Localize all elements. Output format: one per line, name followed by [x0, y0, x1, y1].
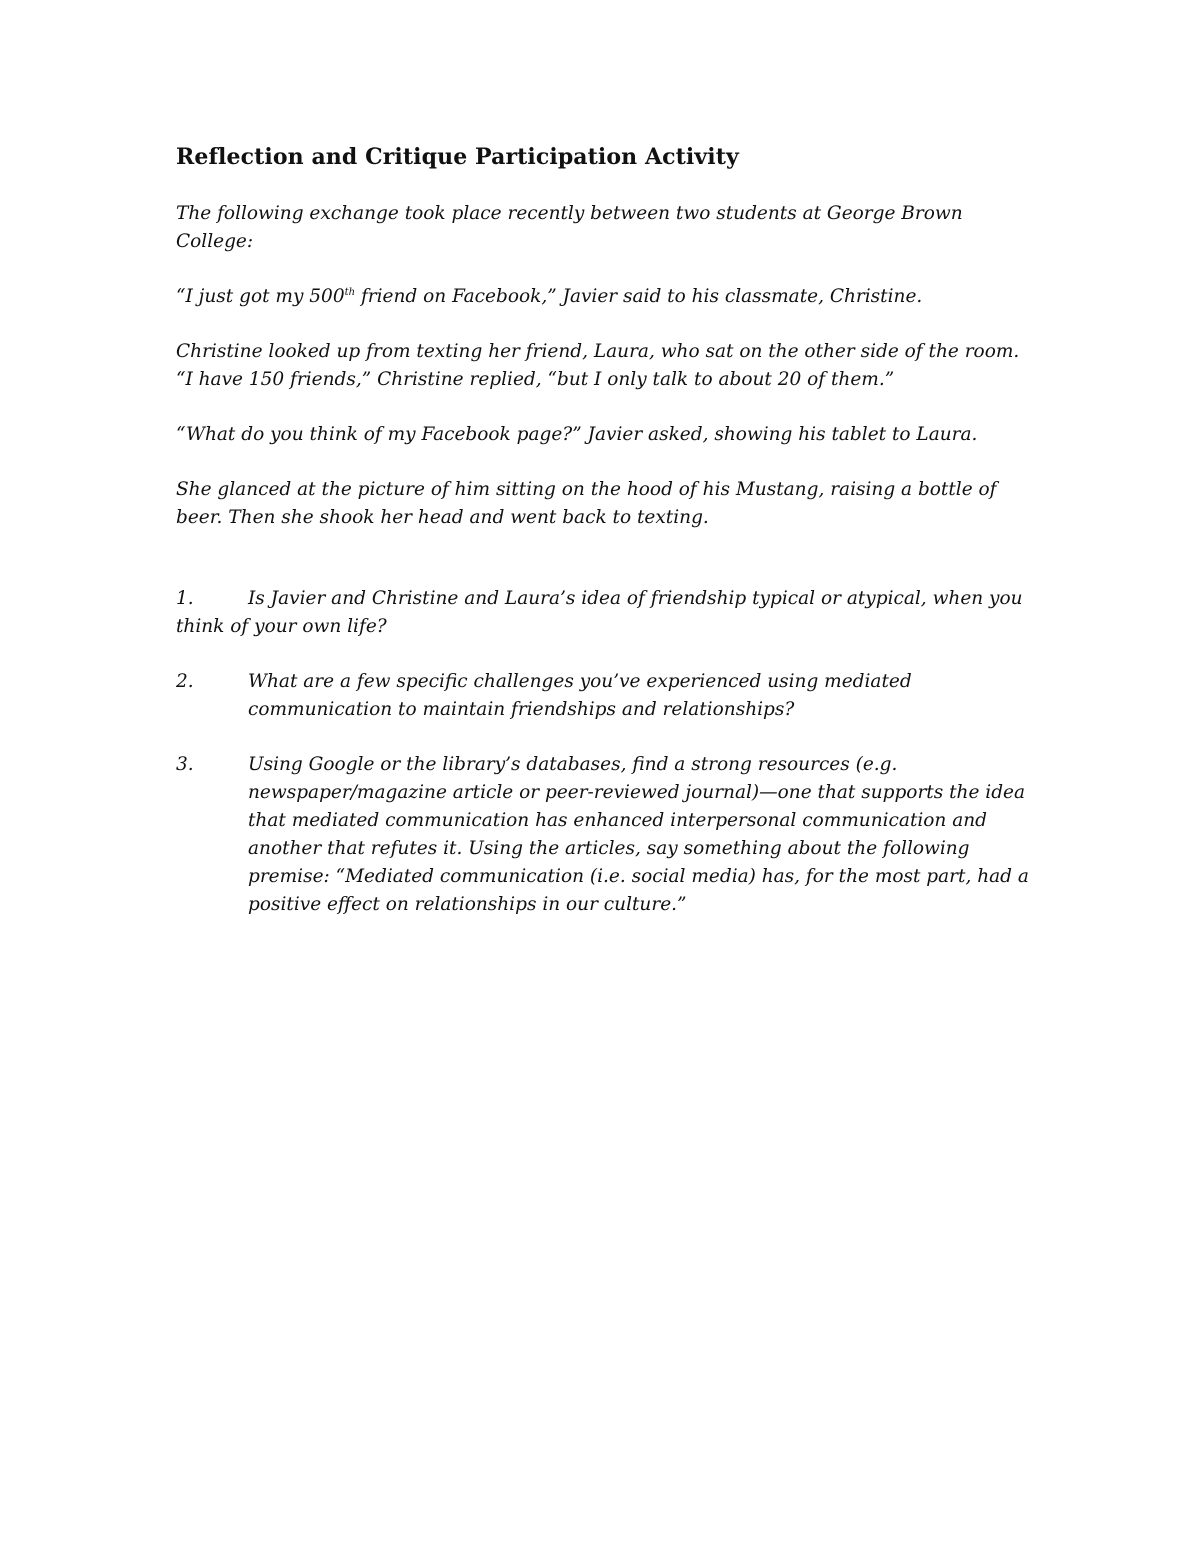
- question-number: 3.: [176, 754, 194, 775]
- javier-question-paragraph: “What do you think of my Facebook page?” Javier asked, showing his tablet to Laura.: [176, 424, 978, 445]
- question-item-3: [176, 751, 1036, 919]
- question-number: 2.: [176, 671, 194, 692]
- question-text: Using Google or the library’s databases, find a strong resources (e.g. newspaper/magazine article or peer-reviewed journal)—one that supports the idea that mediated communication has enhanced interpersonal communication and another that refutes it. Using the articles, say something about the following premise: “Mediated communication (i.e. social media) has, for the most part, had a positive effect on relationships in our culture.”: [248, 754, 1029, 915]
- document-title: Reflection and Critique Participation Activity: [176, 144, 739, 170]
- question-text: What are a few specific challenges you’ve experienced using mediated communication to maintain friendships and relationships?: [248, 671, 912, 720]
- question-number: 1.: [176, 588, 194, 609]
- question-list: [176, 585, 1036, 919]
- intro-paragraph: The following exchange took place recently between two students at George Brown College:: [176, 203, 963, 252]
- quote-paragraph: [176, 283, 1036, 311]
- quote-text-end: friend on Facebook,” Javier said to his classmate, Christine.: [355, 286, 923, 307]
- document-body: [176, 142, 1036, 946]
- laura-reaction-paragraph: She glanced at the picture of him sitting on the hood of his Mustang, raising a bottle of beer. Then she shook her head and went back to texting.: [176, 479, 997, 528]
- quote-text-start: “I just got my 500: [176, 286, 345, 307]
- question-item-2: [176, 668, 1036, 724]
- christine-reply-paragraph: Christine looked up from texting her friend, Laura, who sat on the other side of the room. “I have 150 friends,” Christine replied, “but I only talk to about 20 of them.”: [176, 341, 1020, 390]
- question-text: Is Javier and Christine and Laura’s idea of friendship typical or atypical, when you think of your own life?: [176, 588, 1023, 637]
- question-item-1: [176, 585, 1036, 641]
- ordinal-superscript: th: [344, 286, 356, 298]
